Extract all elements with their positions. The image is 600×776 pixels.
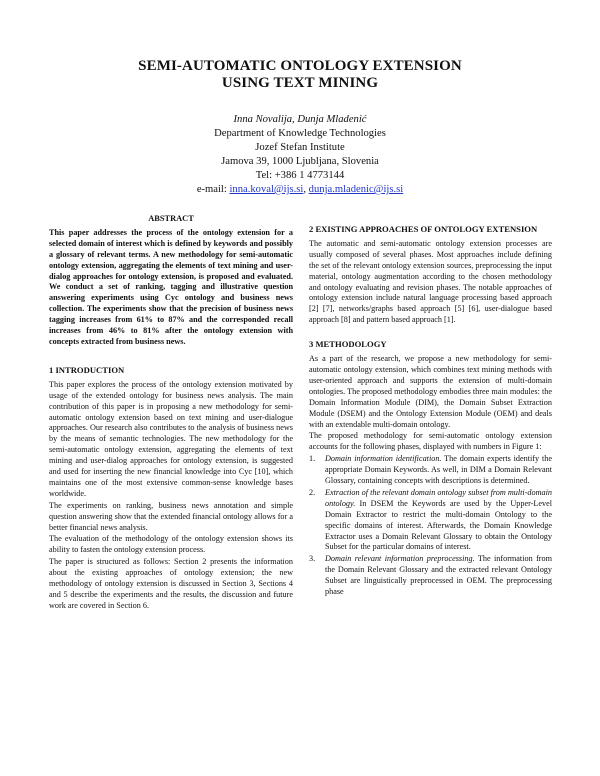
step-number: 3.	[309, 554, 316, 564]
step-title: Domain information identification.	[325, 454, 442, 464]
methodology-steps	[309, 454, 552, 598]
list-item	[309, 488, 552, 553]
step-text: The information from the Domain Relevant Glossary and the extracted relevant Ontology Subset are linguistically preprocessed in OEM. The preprocessing phase	[325, 554, 552, 597]
abstract-text: This paper addresses the process of the ontology extension for a selected domain of interest which is defined by keywords and possibly a glossary of relevant terms. A new methodology for semi-automatic ontology extension, aggregating the elements of text mining and user-dialog approaches for ontology extension, is proposed and evaluated. We conduct a set of ranking, tagging and illustrative question answering experiments using Cyc ontology and business news collection. The experiments show that the precision of business news tagging increases from 61% to 87% and the corresponded recall increases from 46% to 81% after the ontology extension with concepts extracted from business news.	[49, 227, 293, 346]
section-3-heading: 3 METHODOLOGY	[309, 339, 387, 350]
email-link-2[interactable]: dunja.mladenic@ijs.si	[308, 184, 404, 195]
step-text: In DSEM the Keywords are used by the Upper-Level Domain Extractor to restrict the multi-domain Ontology to the specific domains of interest. Afterwards, the Domain Knowledge Extractor uses a Domain Relevant Glossary to obtain the Ontology Subset for the particular domains of interest.	[325, 498, 552, 552]
address: Jamova 39, 1000 Ljubljana, Slovenia	[221, 156, 379, 167]
section-1-heading: 1 INTRODUCTION	[49, 364, 125, 375]
step-number: 2.	[309, 487, 316, 497]
email-prefix: e-mail:	[196, 184, 230, 195]
email-link-1[interactable]: inna.koval@ijs.si	[229, 184, 304, 195]
section-1-paragraph: The evaluation of the methodology of the ontology extension shows its ability to fasten the ontology extension process.	[49, 534, 293, 555]
author-names: Inna Novalija, Dunja Mladenić	[233, 114, 367, 125]
step-title: Extraction of the relevant domain ontology subset from multi-domain ontology.	[325, 487, 552, 508]
affiliation: Department of Knowledge Technologies	[214, 128, 386, 139]
title-line-2: USING TEXT MINING	[221, 75, 379, 91]
right-column	[309, 214, 552, 599]
title-line-1: SEMI-AUTOMATIC ONTOLOGY EXTENSION	[138, 58, 462, 74]
section-3-paragraph: As a part of the research, we propose a new methodology for semi-automatic ontology extension, which combines text mining methods with user-oriented approach and supports the extension of multi-domain ontologies. The proposed methodology embodies three main modules: the Domain Information Module (DIM), the Domain Subset Extraction Module (DSEM) and the Ontology Extension Module (OEM) and deals with an extendable multi-domain ontology.	[309, 354, 552, 429]
institute: Jozef Stefan Institute	[255, 142, 345, 153]
section-2-paragraph: The automatic and semi-automatic ontology extension processes are usually composed of several phases. Most approaches include defining the set of the relevant ontology extension sources, preprocessing the input material, ontology augmentation according to the chosen methodology and ontology evaluating and revision phases. The notable approaches of ontology extension include natural language processing based approach [2] [7], networks/graphs based approach [5] [6], user-dialogue based approach [8] and pattern based approach [1].	[309, 238, 552, 325]
list-item	[309, 454, 552, 487]
section-3-paragraph: The proposed methodology for semi-automatic ontology extension accounts for the following phases, displayed with numbers in Figure 1:	[309, 431, 552, 452]
step-title: Domain relevant information preprocessing.	[325, 554, 475, 564]
section-1-paragraph: The paper is structured as follows: Section 2 presents the information about the existing approaches of ontology extension; the new methodology of ontology extension is discussed in Section 3, Sections 4 and 5 describe the experiments and the results, the discussion and future work are covered in Section 6.	[49, 557, 293, 610]
left-column	[49, 214, 293, 613]
section-1-paragraph: The experiments on ranking, business news annotation and simple question answering show that the extended financial ontology allows for a better financial news analysis.	[49, 500, 293, 532]
section-1-paragraph: This paper explores the process of the ontology extension motivated by usage of the extended ontology for business news analysis. The main contribution of this paper is in proposing a new methodology for semi-automatic ontology extension based on text mining and user-dialogue approaches. Our research also contributes to the analysis of business news by the means of semantic technologies. The new methodology for the semi-automatic ontology extension, aggregating the elements of text mining and user-dialog approaches for ontology extension, is suggested and used for inserting the new financial knowledge into Cyc [10], which maintains one of the most extensive common-sense knowledge bases worldwide.	[49, 379, 293, 498]
paper-title	[0, 58, 600, 92]
email-separator: ,	[303, 184, 309, 195]
abstract-heading: ABSTRACT	[148, 214, 194, 223]
author-block	[0, 113, 600, 197]
step-text: The domain experts identify the appropriate Domain Keywords. As well, in DIM a Domain Relevant Glossary, containing concepts with descriptions is determined.	[325, 454, 552, 486]
email-line	[0, 183, 600, 197]
section-2-heading: 2 EXISTING APPROACHES OF ONTOLOGY EXTENSION	[309, 224, 538, 234]
list-item	[309, 554, 552, 598]
telephone: Tel: +386 1 4773144	[255, 170, 345, 181]
step-number: 1.	[309, 454, 316, 464]
